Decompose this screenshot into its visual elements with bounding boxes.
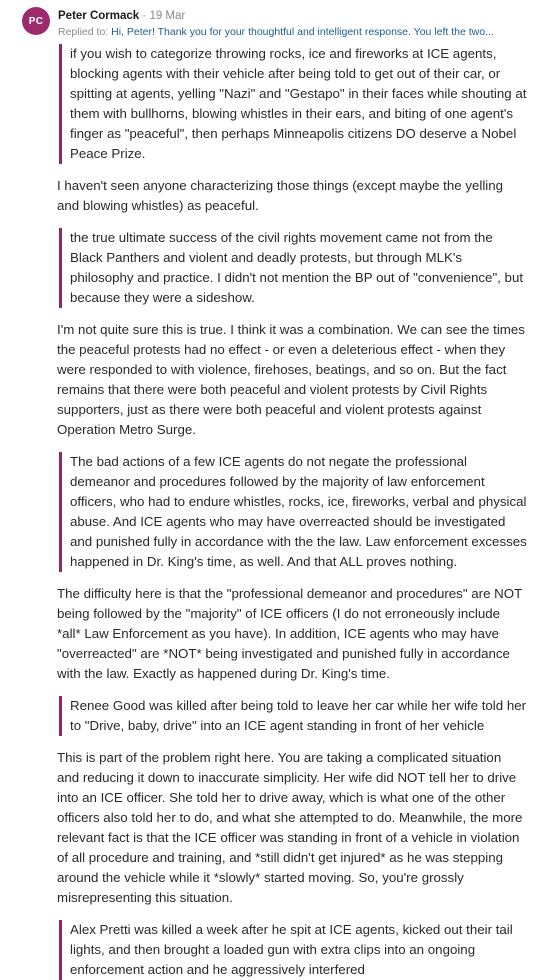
comment-date[interactable]: 19 Mar	[149, 10, 186, 22]
replied-to-line	[58, 26, 534, 38]
paragraph: I'm not quite sure this is true. I think it was a combination. We can see the times the peaceful protests had no effect - or even a deleterious effect - when they were responded to with violence, firehoses, beatings, and so on. But the fact remains that there were both peaceful and violent protests by Civil Rights supporters, just as there were both peaceful and violent protests against Operation Metro Surge.	[57, 322, 525, 437]
replied-to-label: Replied to:	[58, 26, 112, 38]
author-name[interactable]: Peter Cormack	[58, 10, 140, 22]
blockquote: The bad actions of a few ICE agents do not negate the professional demeanor and procedures followed by the majority of law enforcement officers, who had to endure whistles, rocks, ice, fireworks, verbal and physical abuse. And ICE agents who may have overreacted should be investigated and punished fully in accordance with the the law. Law enforcement excesses happened in Dr. King's time, as well. And that ALL proves nothing.	[59, 452, 527, 572]
blockquote: if you wish to categorize throwing rocks, ice and fireworks at ICE agents, blocking agents with their vehicle after being told to get out of their car, or spitting at agents, yelling "Nazi" and "Gestapo" in their faces while shouting at them with bullhorns, blowing whistles in their ears, and biting of one agent's finger as "peaceful", then perhaps Minneapolis citizens DO deserve a Nobel Peace Prize.	[59, 44, 527, 164]
avatar[interactable]: PC	[22, 7, 50, 35]
comment-header	[22, 7, 532, 43]
comment-body	[57, 44, 527, 980]
blockquote: the true ultimate success of the civil rights movement came not from the Black Panthers and violent and deadly protests, but through MLK's philosophy and practice. I didn't not mention the BP out of "convenience", but because they were a sideshow.	[59, 228, 527, 308]
paragraph: This is part of the problem right here. You are taking a complicated situation and reducing it down to inaccurate simplicity. Her wife did NOT tell her to drive into an ICE officer. She told her to drive away, which is what one of the other officers also told her to do, and what she attempted to do. Meanwhile, the more relevant fact is that the ICE officer was standing in front of a vehicle in violation of all procedure and training, and *still didn't get injured* as he was stepping around the vehicle while it *slowly* started moving. So, you're grossly misrepresenting this situation.	[57, 750, 523, 905]
replied-to-link[interactable]: Hi, Peter! Thank you for your thoughtful and intelligent response. You left the two...	[111, 26, 494, 38]
meta-separator: ·	[142, 10, 147, 22]
blockquote: Alex Pretti was killed a week after he spit at ICE agents, kicked out their tail lights, and then brought a loaded gun with extra clips into an ongoing enforcement action and he aggressively interfered	[59, 920, 527, 980]
blockquote: Renee Good was killed after being told to leave her car while her wife told her to "Drive, baby, drive" into an ICE agent standing in front of her vehicle	[59, 696, 527, 736]
author-line	[58, 10, 185, 22]
paragraph: The difficulty here is that the "professional demeanor and procedures" are NOT being followed by the "majority" of ICE officers (I do not erroneously include *all* Law Enforcement as you have). In addition, ICE agents who may have "overreacted" are *NOT* being investigated and punished fully in accordance with the law. Exactly as happened during Dr. King's time.	[57, 586, 522, 681]
paragraph: I haven't seen anyone characterizing those things (except maybe the yelling and blowing whistles) as peaceful.	[57, 178, 504, 213]
